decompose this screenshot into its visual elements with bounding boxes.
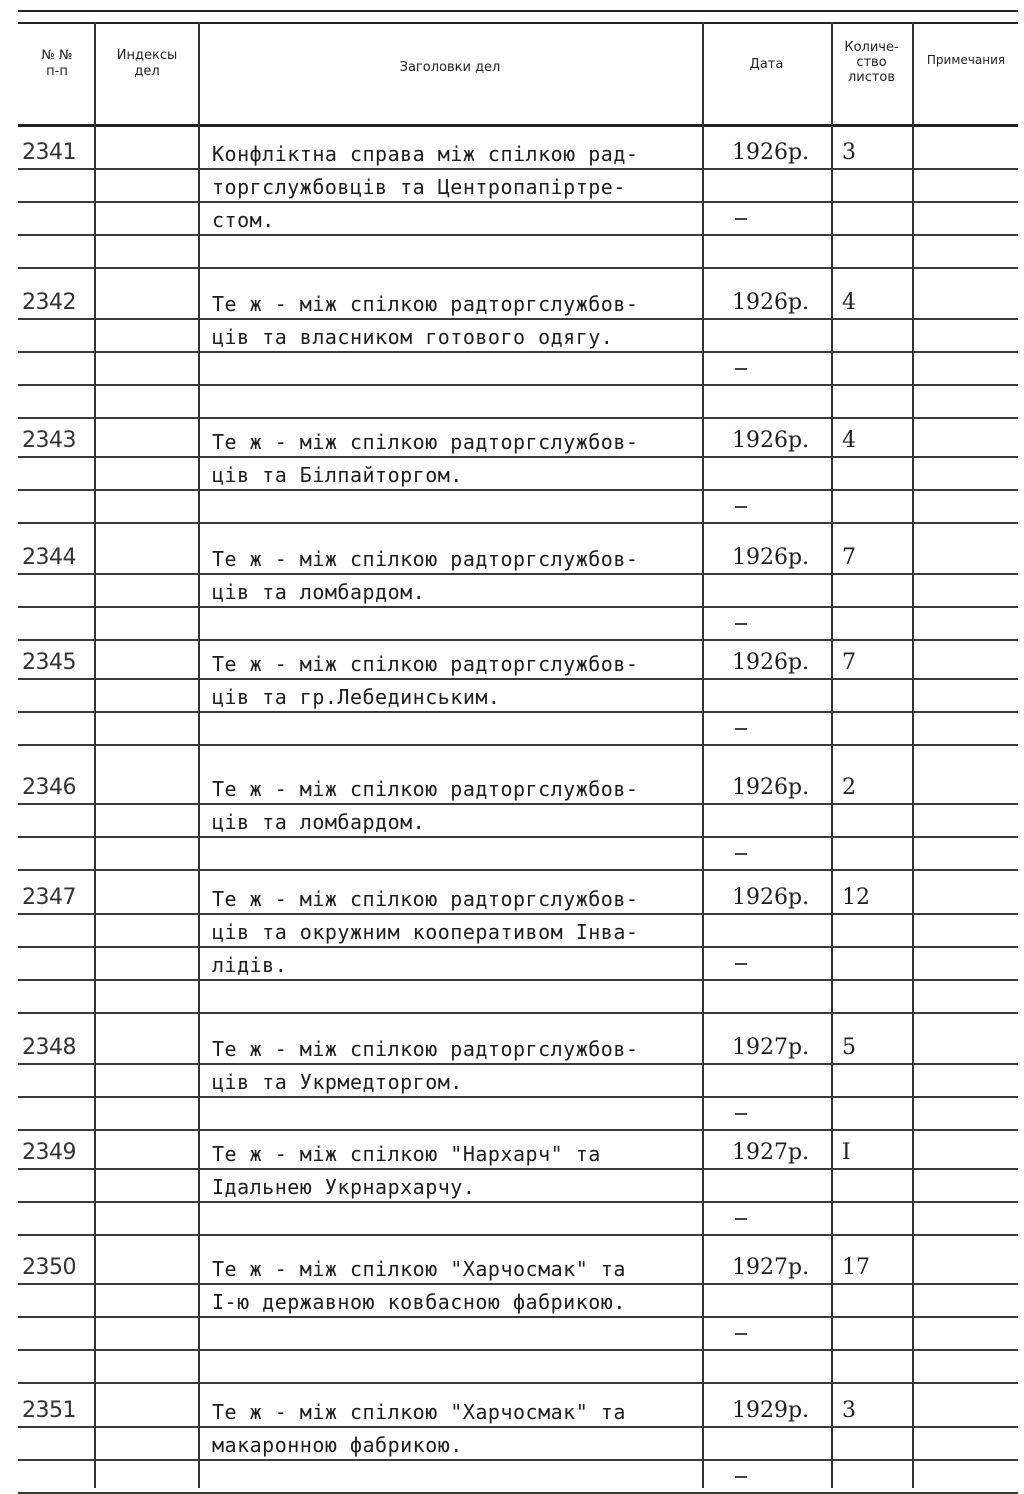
date-dash-mark xyxy=(735,218,747,220)
sheet-count: 7 xyxy=(842,545,856,570)
ruled-line xyxy=(18,489,1018,491)
case-date: 1926р. xyxy=(732,140,810,165)
case-number: 2341 xyxy=(22,140,76,165)
case-title-line: Те ж - мiж спiлкою радторгслужбов- xyxy=(212,887,639,911)
case-title-line: Те ж - мiж спiлкою радторгслужбов- xyxy=(212,547,639,571)
case-title-line: цiв та власником готового одягу. xyxy=(212,325,614,349)
case-number: 2345 xyxy=(22,650,76,675)
case-title-line: Те ж - мiж спiлкою радторгслужбов- xyxy=(212,1037,639,1061)
case-number: 2351 xyxy=(22,1398,76,1423)
case-title-line: Те ж - мiж спiлкою радторгслужбов- xyxy=(212,652,639,676)
date-dash-mark xyxy=(735,506,747,508)
case-title-line: торгслужбовцiв та Центропапiртре- xyxy=(212,175,626,199)
date-dash-mark xyxy=(735,728,747,730)
ruled-line xyxy=(18,606,1018,608)
ruled-line xyxy=(18,234,1018,236)
ruled-line xyxy=(18,1382,1018,1384)
case-number: 2344 xyxy=(22,545,76,570)
case-date: 1927р. xyxy=(732,1140,810,1165)
case-title-line: стом. xyxy=(212,208,275,232)
ruled-line xyxy=(18,869,1018,871)
ruled-line xyxy=(18,384,1018,386)
case-date: 1927р. xyxy=(732,1255,810,1280)
date-dash-mark xyxy=(735,1333,747,1335)
date-dash-mark xyxy=(735,1218,747,1220)
ruled-line xyxy=(18,168,1018,170)
case-date: 1929р. xyxy=(732,1398,810,1423)
ruled-line xyxy=(18,456,1018,458)
case-title-line: Те ж - мiж спiлкою "Харчосмак" та xyxy=(212,1257,626,1281)
case-title-line: Те ж - мiж спiлкою радторгслужбов- xyxy=(212,777,639,801)
ruled-line xyxy=(18,1492,1018,1494)
sheet-count: 3 xyxy=(842,140,856,165)
date-dash-mark xyxy=(735,368,747,370)
case-title-line: Конфлiктна справа мiж спiлкою рад- xyxy=(212,142,639,166)
column-divider-date xyxy=(831,22,833,1488)
case-title-line: Те ж - мiж спiлкою радторгслужбов- xyxy=(212,292,639,316)
case-date: 1927р. xyxy=(732,1035,810,1060)
case-date: 1926р. xyxy=(732,428,810,453)
header-title: Заголовки дел xyxy=(399,60,501,75)
case-date: 1926р. xyxy=(732,290,810,315)
header-notes: Примечания xyxy=(926,53,1006,67)
case-number: 2342 xyxy=(22,290,76,315)
case-number: 2343 xyxy=(22,428,76,453)
ruled-line xyxy=(18,522,1018,524)
ruled-line xyxy=(18,1201,1018,1203)
ruled-line xyxy=(18,979,1018,981)
header-count: Количе- ство листов xyxy=(844,40,899,85)
sheet-count: 4 xyxy=(842,290,856,315)
header-bottom-line xyxy=(18,124,1018,127)
ruled-line xyxy=(18,1283,1018,1285)
case-title-line: лiдiв. xyxy=(212,953,288,977)
ruled-line xyxy=(18,267,1018,269)
case-title-line: макаронною фабрикою. xyxy=(212,1433,463,1457)
date-dash-mark xyxy=(735,853,747,855)
sheet-count: 12 xyxy=(842,885,870,910)
ruled-line xyxy=(18,201,1018,203)
ruled-line xyxy=(18,711,1018,713)
ruled-line xyxy=(18,803,1018,805)
sheet-count: 2 xyxy=(842,775,856,800)
ruled-line xyxy=(18,678,1018,680)
top-border-line xyxy=(18,10,1018,12)
sheet-count: 17 xyxy=(842,1255,870,1280)
case-number: 2349 xyxy=(22,1140,76,1165)
ruled-line xyxy=(18,1063,1018,1065)
sheet-count: 7 xyxy=(842,650,856,675)
ruled-line xyxy=(18,318,1018,320)
ruled-line xyxy=(18,1096,1018,1098)
header-top-line xyxy=(18,22,1018,24)
case-title-line: цiв та гр.Лебединським. xyxy=(212,685,501,709)
ruled-line xyxy=(18,946,1018,948)
case-date: 1926р. xyxy=(732,885,810,910)
ruled-line xyxy=(18,1349,1018,1351)
case-number: 2348 xyxy=(22,1035,76,1060)
ruled-line xyxy=(18,639,1018,641)
column-divider-number xyxy=(94,22,96,1488)
ruled-line xyxy=(18,744,1018,746)
ruled-line xyxy=(18,1129,1018,1131)
case-title-line: цiв та окружним кооперативом Iнва- xyxy=(212,920,639,944)
case-number: 2347 xyxy=(22,885,76,910)
date-dash-mark xyxy=(735,1476,747,1478)
ruled-line xyxy=(18,1426,1018,1428)
ruled-line xyxy=(18,1459,1018,1461)
case-date: 1926р. xyxy=(732,775,810,800)
ruled-line xyxy=(18,351,1018,353)
date-dash-mark xyxy=(735,1113,747,1115)
header-date: Дата xyxy=(749,57,784,72)
ruled-line xyxy=(18,573,1018,575)
case-number: 2346 xyxy=(22,775,76,800)
header-index: Индексы дел xyxy=(116,48,178,79)
ruled-line xyxy=(18,1012,1018,1014)
ruled-line xyxy=(18,1168,1018,1170)
case-title-line: цiв та Бiлпайторгом. xyxy=(212,463,463,487)
case-date: 1926р. xyxy=(732,650,810,675)
sheet-count: 3 xyxy=(842,1398,856,1423)
case-title-line: цiв та ломбардом. xyxy=(212,580,426,604)
case-title-line: Те ж - мiж спiлкою "Нархарч" та xyxy=(212,1142,601,1166)
case-title-line: Iдальнею Укрнархарчу. xyxy=(212,1175,476,1199)
column-divider-title xyxy=(702,22,704,1488)
ruled-line xyxy=(18,1316,1018,1318)
ruled-line xyxy=(18,1234,1018,1236)
case-number: 2350 xyxy=(22,1255,76,1280)
header-number: № № п-п xyxy=(41,48,73,79)
ruled-line xyxy=(18,836,1018,838)
column-divider-count xyxy=(912,22,914,1488)
case-date: 1926р. xyxy=(732,545,810,570)
case-title-line: Те ж - мiж спiлкою радторгслужбов- xyxy=(212,430,639,454)
column-divider-index xyxy=(198,22,200,1488)
case-title-line: Те ж - мiж спiлкою "Харчосмак" та xyxy=(212,1400,626,1424)
sheet-count: 4 xyxy=(842,428,856,453)
date-dash-mark xyxy=(735,623,747,625)
case-title-line: цiв та Укрмедторгом. xyxy=(212,1070,463,1094)
sheet-count: I xyxy=(842,1140,851,1165)
ruled-line xyxy=(18,417,1018,419)
sheet-count: 5 xyxy=(842,1035,856,1060)
case-title-line: I-ю державною ковбасною фабрикою. xyxy=(212,1290,626,1314)
case-title-line: цiв та ломбардом. xyxy=(212,810,426,834)
ruled-line xyxy=(18,913,1018,915)
date-dash-mark xyxy=(735,963,747,965)
